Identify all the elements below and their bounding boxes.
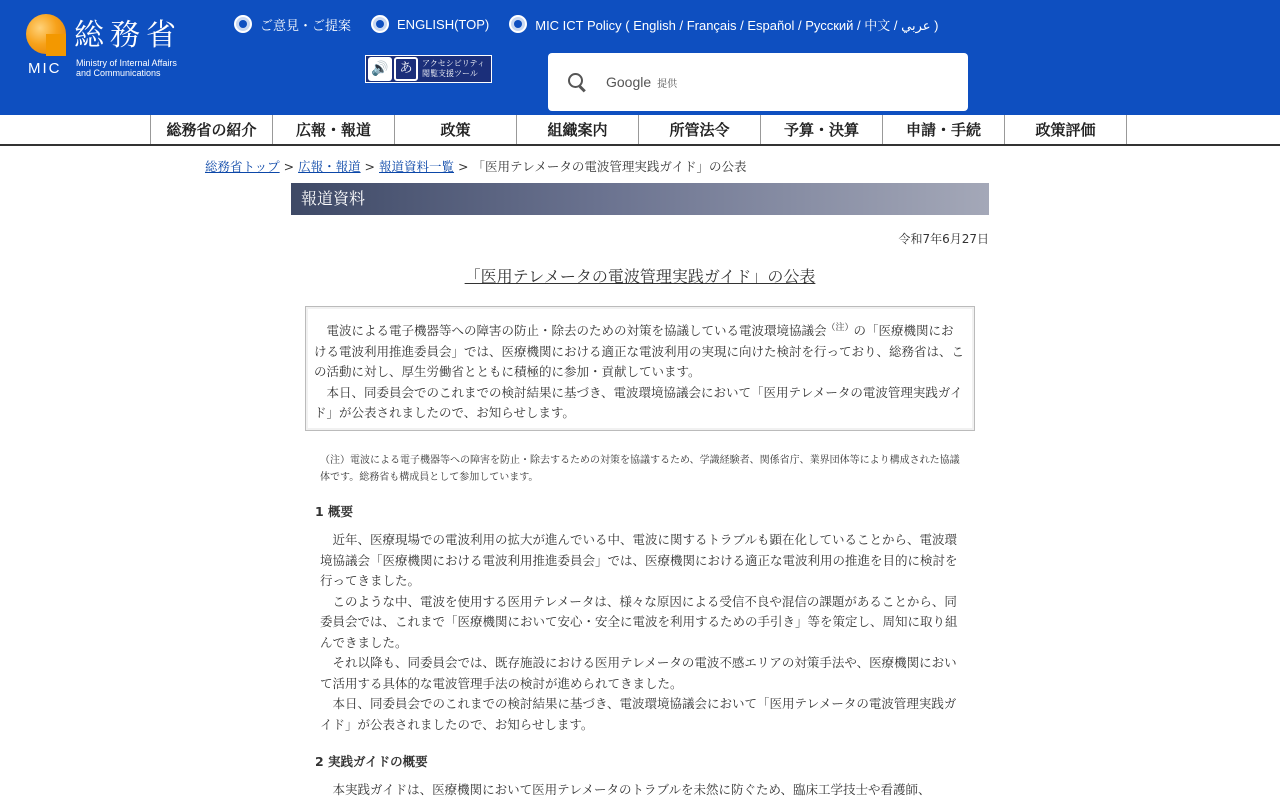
- paragraph: それ以降も、同委員会では、既存施設における医用テレメータの電波不感エリアの対策手法や、医療機関において活用する具体的な電波管理手法の検討が進められてきました。: [320, 655, 957, 691]
- paragraph: このような中、電波を使用する医用テレメータは、様々な原因による受信不良や混信の課題があることから、同委員会では、これまで「医療機関において安心・安全に電波を利用するための手引き」等を策定し、周知に取り組んできました。: [320, 593, 958, 650]
- search-provider: Google: [606, 74, 652, 90]
- site-header: [0, 0, 1280, 115]
- gnav-press[interactable]: 広報・報道: [273, 115, 395, 144]
- footnote-text: （注）電波による電子機器等への障害を防止・除去するための対策を協議するため、学識経験者、関係省庁、業界団体等により構成された協議体です。総務省も構成員として参加しています。: [320, 455, 960, 483]
- breadcrumb-link-top[interactable]: 総務省トップ: [205, 159, 280, 174]
- section-heading-overview: 1 概要: [315, 504, 354, 519]
- toplink-feedback[interactable]: [234, 15, 351, 34]
- accessibility-tool-line1: アクセシビリティ: [422, 59, 485, 68]
- search-provider-suffix: 提供: [657, 78, 678, 90]
- section-body-guide: [320, 780, 960, 801]
- toplink-label: ご意見・ご提案: [260, 17, 352, 33]
- gnav-applications[interactable]: 申請・手続: [883, 115, 1005, 144]
- logo-subtitle: [76, 58, 226, 78]
- section-body-overview: [320, 530, 960, 735]
- breadcrumb: [205, 157, 746, 175]
- breadcrumb-link-press[interactable]: 広報・報道: [298, 159, 361, 174]
- search-icon[interactable]: [568, 73, 586, 91]
- breadcrumb-separator: >: [279, 159, 299, 174]
- mic-logo[interactable]: [26, 12, 226, 82]
- logo-kanji: 総務省: [74, 18, 182, 53]
- gnav-laws[interactable]: 所管法令: [639, 115, 761, 144]
- gnav-organization[interactable]: 組織案内: [517, 115, 639, 144]
- note-ref: （注）: [826, 323, 854, 333]
- radio-bullet-icon: [509, 15, 527, 33]
- logo-abbr: MIC: [28, 60, 62, 77]
- radio-bullet-icon: [234, 15, 252, 33]
- toplink-ict-policy[interactable]: [509, 15, 938, 34]
- footnote: [318, 452, 960, 486]
- section-heading-guide: 2 実践ガイドの概要: [315, 754, 428, 769]
- paragraph: 本日、同委員会でのこれまでの検討結果に基づき、電波環境協議会において「医用テレメータの電波管理実践ガイド」が公表されましたので、お知らせします。: [320, 696, 957, 732]
- summary-paragraph: 本日、同委員会でのこれまでの検討結果に基づき、電波環境協議会において「医用テレメータの電波管理実践ガイド」が公表されましたので、お知らせします。: [314, 384, 963, 421]
- accessibility-tool-button[interactable]: [365, 55, 492, 83]
- summary-p1-before: 電波による電子機器等への障害の防止・除去のための対策を協議している電波環境協議会: [326, 323, 827, 339]
- breadcrumb-current: 「医用テレメータの電波管理実践ガイド」の公表: [472, 159, 747, 174]
- toplink-label: MIC ICT Policy ( English / Français / Español / Русский / 中文 / عربي ): [535, 17, 939, 33]
- top-links: [234, 14, 958, 34]
- paragraph: 近年、医療現場での電波利用の拡大が進んでいる中、電波に関するトラブルも顕在化していることから、電波環境協議会「医療機関における電波利用推進委員会」では、医療機関における適正な電波利用の推進を目的に検討を行ってきました。: [320, 532, 958, 588]
- radio-bullet-icon: [371, 15, 389, 33]
- breadcrumb-link-press-list[interactable]: 報道資料一覧: [379, 159, 455, 174]
- toplink-english[interactable]: [371, 15, 489, 33]
- speaker-icon: 🔊: [368, 57, 392, 81]
- accessibility-tool-label: [422, 59, 485, 79]
- summary-box: [305, 306, 975, 431]
- summary-paragraph: [314, 318, 966, 383]
- paragraph: 本実践ガイドは、医療機関において医用テレメータのトラブルを未然に防ぐため、臨床工学技士や看護師、: [332, 782, 931, 797]
- logo-subtitle-line2: and Communications: [76, 68, 161, 78]
- gnav-evaluation[interactable]: 政策評価: [1005, 115, 1127, 144]
- logo-subtitle-line1: Ministry of Internal Affairs: [76, 58, 177, 68]
- site-search-box[interactable]: [548, 53, 968, 111]
- logo-orange-square: [46, 34, 66, 56]
- toplink-label: ENGLISH(TOP): [397, 16, 490, 32]
- gnav-about[interactable]: 総務省の紹介: [151, 115, 273, 144]
- global-nav: [0, 115, 1280, 146]
- page-title-text: 「医用テレメータの電波管理実践ガイド」の公表: [464, 267, 816, 286]
- gnav-budget[interactable]: 予算・決算: [761, 115, 883, 144]
- accessibility-tool-line2: 閲覧支援ツール: [422, 69, 478, 78]
- gnav-policy[interactable]: 政策: [395, 115, 517, 144]
- section-heading-bar: 報道資料: [291, 183, 989, 215]
- breadcrumb-separator: >: [360, 159, 379, 174]
- page-title: [291, 264, 989, 287]
- summary-p1-after: の「医療機関における電波利用推進委員会」では、医療機関における適正な電波利用の実現に向けた検討を行っており、総務省は、この活動に対し、厚生労働省とともに積極的に参加・貢献しています。: [314, 323, 965, 380]
- hiragana-a-icon: あ: [394, 57, 418, 81]
- breadcrumb-separator: >: [454, 159, 473, 174]
- publish-date: 令和7年6月27日: [898, 232, 989, 246]
